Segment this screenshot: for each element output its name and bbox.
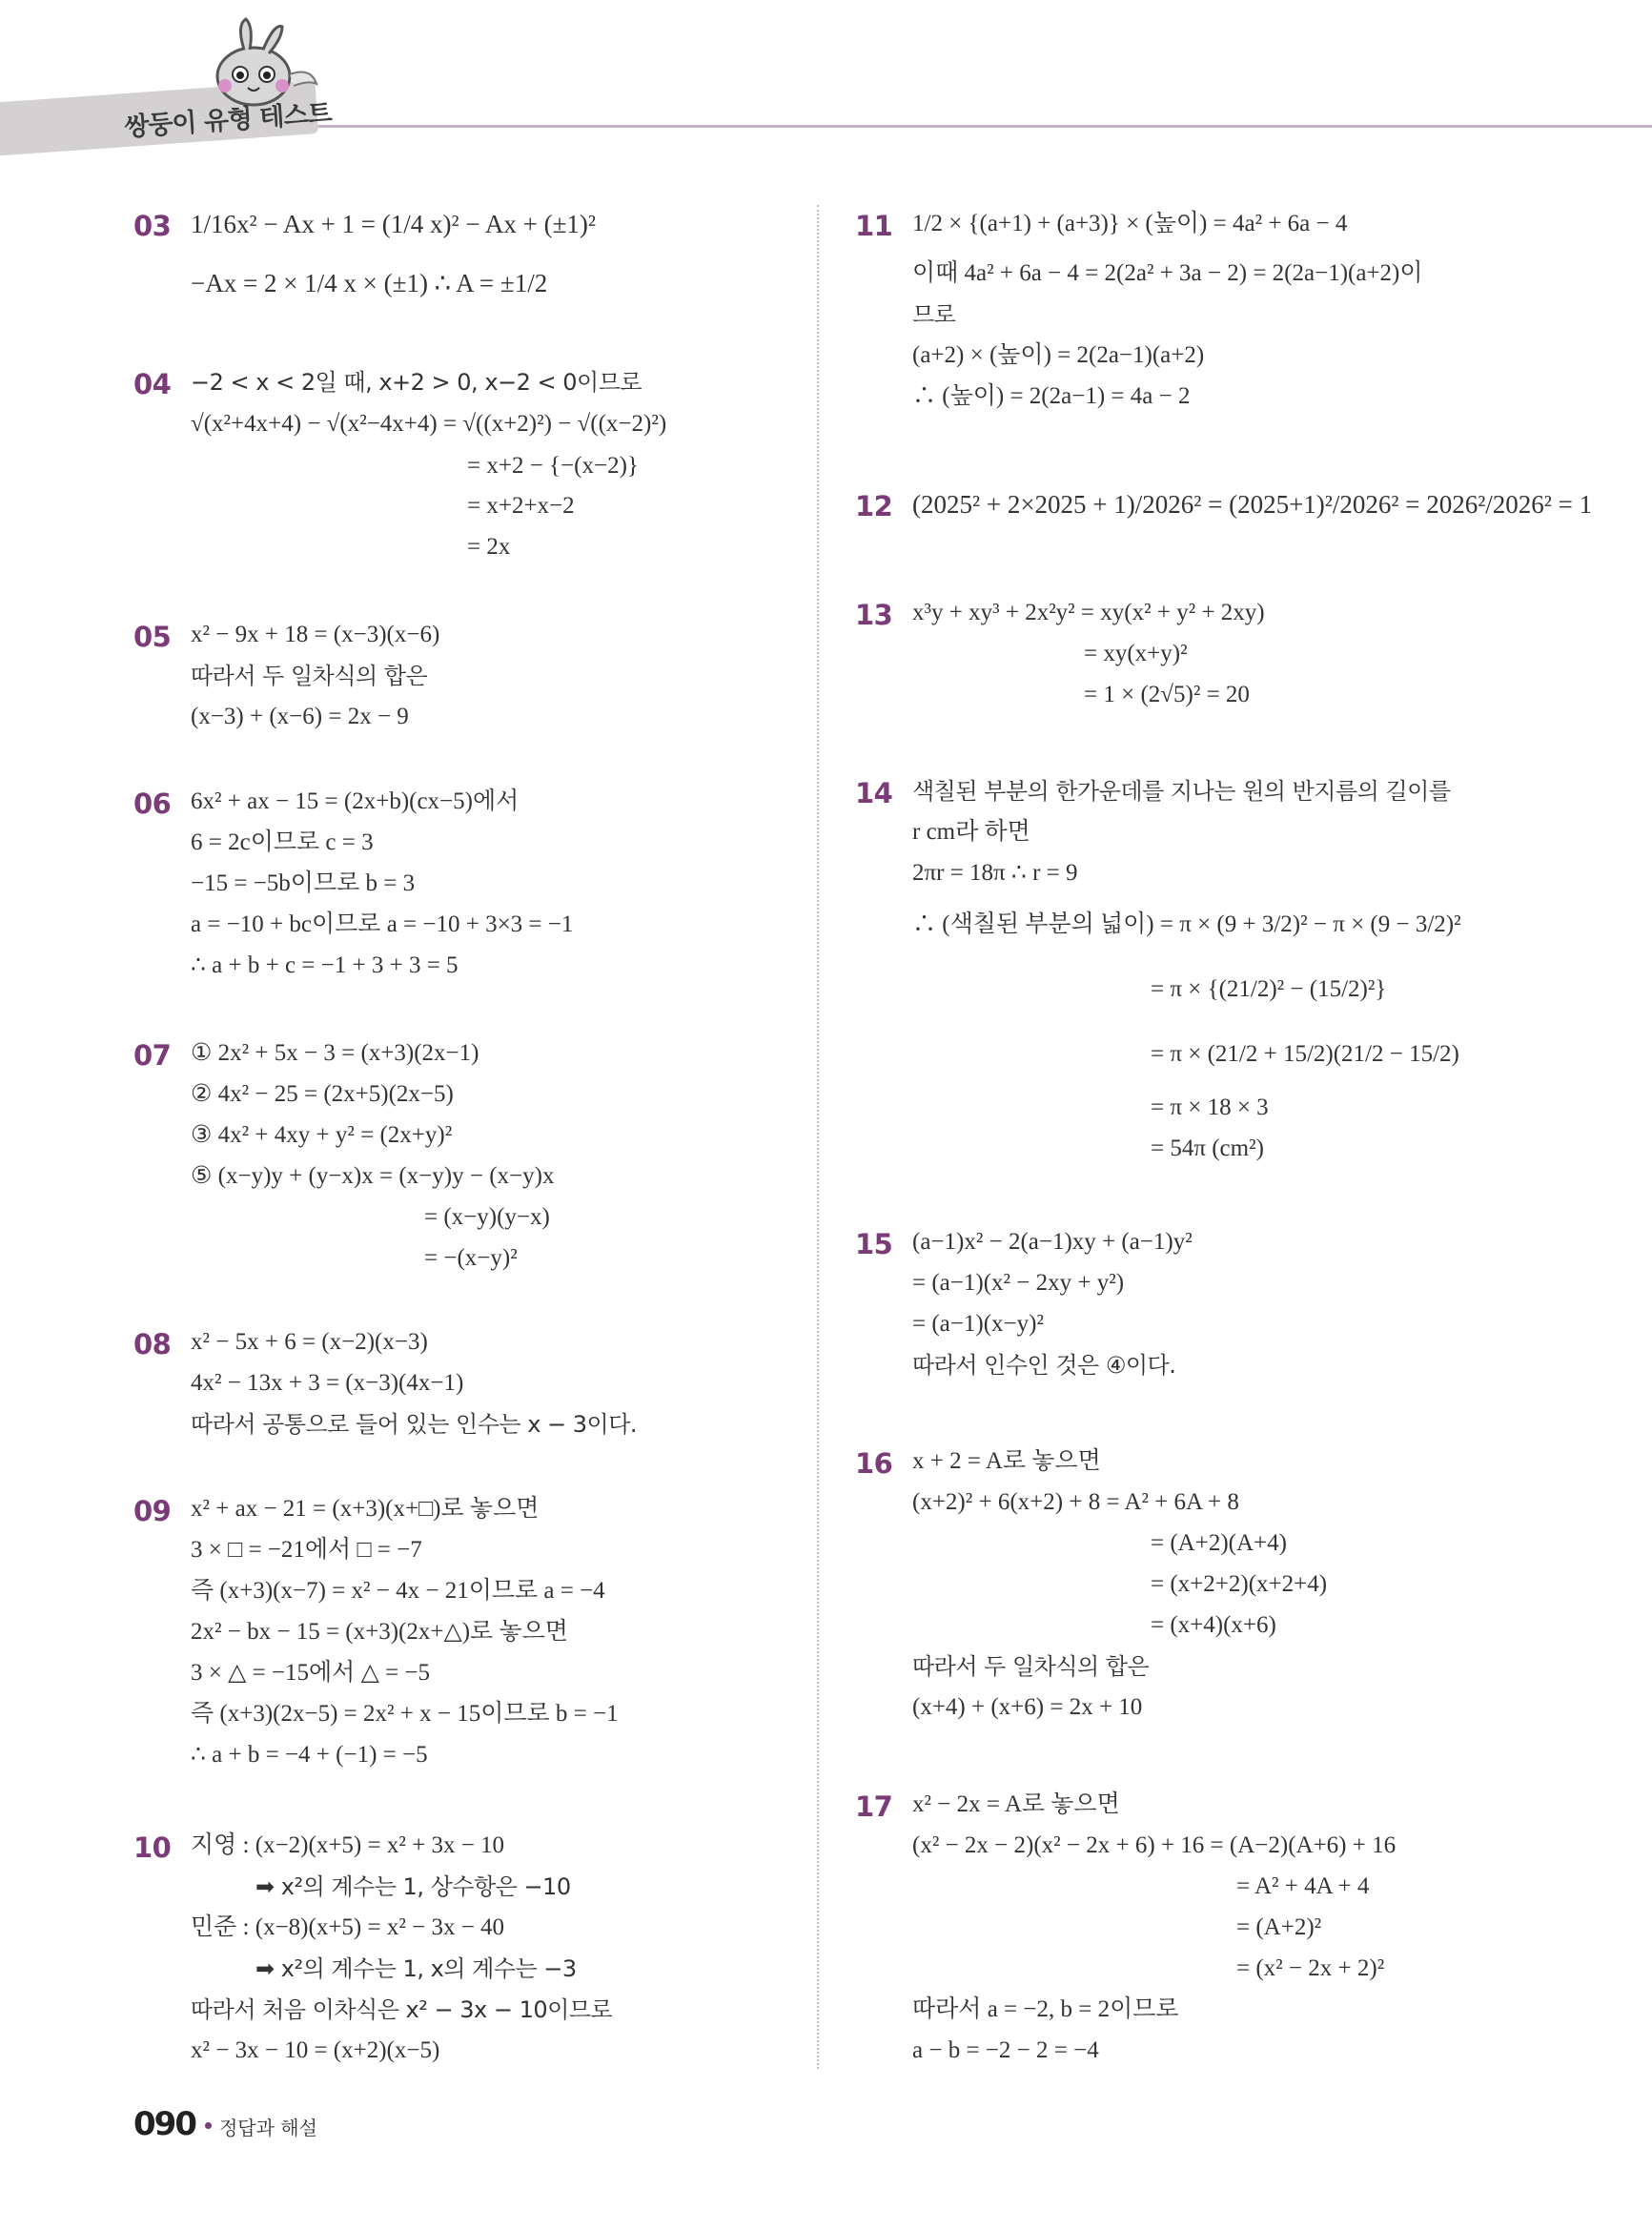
solution-line: = A² + 4A + 4 — [1236, 1873, 1370, 1899]
solution-line: 6 = 2c이므로 c = 3 — [191, 829, 374, 855]
problem-number: 10 — [133, 1831, 172, 1864]
solution-line: = (x+2+2)(x+2+4) — [1151, 1571, 1328, 1597]
solution-line: 1/2 × {(a+1) + (a+3)} × (높이) = 4a² + 6a − 4 — [912, 211, 1348, 236]
problem-number: 15 — [855, 1228, 893, 1260]
problem-number: 08 — [133, 1328, 172, 1361]
problem-number: 06 — [133, 788, 172, 820]
problem-number: 13 — [855, 599, 893, 631]
solution-line: (x−3) + (x−6) = 2x − 9 — [191, 704, 409, 729]
page-footer — [133, 2105, 317, 2143]
page-header — [0, 0, 1652, 162]
problem-number: 03 — [133, 210, 172, 242]
problem-number: 05 — [133, 621, 172, 653]
solution-line: ∴ a + b = −4 + (−1) = −5 — [191, 1742, 428, 1768]
solution-line: = −(x−y)² — [424, 1245, 518, 1271]
solution-line: = (x−y)(y−x) — [424, 1204, 550, 1230]
solution-line: x² − 3x − 10 = (x+2)(x−5) — [191, 2037, 440, 2063]
solution-line: ⑤ (x−y)y + (y−x)x = (x−y)y − (x−y)x — [191, 1163, 555, 1189]
solution-line: = (A+2)(A+4) — [1151, 1530, 1287, 1556]
solution-line: = π × (21/2 + 15/2)(21/2 − 15/2) — [1151, 1041, 1459, 1067]
solution-line: = (a−1)(x² − 2xy + y²) — [912, 1270, 1125, 1296]
solution-line: (x² − 2x − 2)(x² − 2x + 6) + 16 = (A−2)(A+6) + 16 — [912, 1832, 1397, 1858]
column-divider — [817, 205, 819, 2069]
solution-line: ③ 4x² + 4xy + y² = (2x+y)² — [191, 1122, 453, 1148]
problem-number: 11 — [855, 210, 893, 242]
solution-line: 1/16x² − Ax + 1 = (1/4 x)² − Ax + (±1)² — [191, 210, 596, 238]
solution-line: 색칠된 부분의 한가운데를 지나는 원의 반지름의 길이를 — [912, 778, 1451, 805]
solution-line: = 1 × (2√5)² = 20 — [1084, 682, 1250, 707]
solution-line: = xy(x+y)² — [1084, 641, 1188, 666]
problem-number: 14 — [855, 777, 893, 809]
solution-line: 2πr = 18π ∴ r = 9 — [912, 860, 1078, 886]
solution-line: a = −10 + bc이므로 a = −10 + 3×3 = −1 — [191, 911, 574, 937]
solution-line: = x+2+x−2 — [467, 493, 575, 519]
solution-line: 3 × △ = −15에서 △ = −5 — [191, 1660, 430, 1686]
solution-line: 따라서 두 일차식의 합은 — [912, 1653, 1150, 1680]
solution-line: 3 × □ = −21에서 □ = −7 — [191, 1537, 422, 1563]
solution-line: 따라서 처음 이차식은 x² − 3x − 10이므로 — [191, 1996, 613, 2023]
solution-line: ② 4x² − 25 = (2x+5)(2x−5) — [191, 1081, 454, 1107]
solution-line: x³y + xy³ + 2x²y² = xy(x² + y² + 2xy) — [912, 600, 1265, 625]
solution-line: 즉 (x+3)(2x−5) = 2x² + x − 15이므로 b = −1 — [191, 1701, 619, 1727]
solution-line: = π × 18 × 3 — [1151, 1095, 1269, 1120]
header-title: 쌍둥이 유형 테스트 — [123, 98, 333, 143]
solution-line: = (a−1)(x−y)² — [912, 1311, 1044, 1337]
solution-line: ➡ x²의 계수는 1, 상수항은 −10 — [255, 1873, 571, 1900]
solution-line: = x+2 − {−(x−2)} — [467, 453, 639, 479]
header-rule — [286, 125, 1652, 128]
solution-line: −Ax = 2 × 1/4 x × (±1) ∴ A = ±1/2 — [191, 269, 548, 297]
solution-line: ① 2x² + 5x − 3 = (x+3)(2x−1) — [191, 1040, 479, 1066]
solution-line: 민준 : (x−8)(x+5) = x² − 3x − 40 — [191, 1914, 505, 1940]
footer-label: 정답과 해설 — [218, 2117, 317, 2139]
solution-line: = (x² − 2x + 2)² — [1236, 1955, 1385, 1981]
solution-line: 따라서 인수인 것은 ④이다. — [912, 1352, 1176, 1379]
solution-line: ∴ a + b + c = −1 + 3 + 3 = 5 — [191, 952, 459, 978]
solution-line: 즉 (x+3)(x−7) = x² − 4x − 21이므로 a = −4 — [191, 1578, 605, 1604]
solution-line: 6x² + ax − 15 = (2x+b)(cx−5)에서 — [191, 788, 520, 814]
problem-number: 16 — [855, 1447, 893, 1480]
bullet-icon — [205, 2122, 212, 2129]
problem-number: 07 — [133, 1039, 172, 1072]
page-number: 090 — [133, 2105, 195, 2143]
solution-line: −15 = −5b이므로 b = 3 — [191, 870, 416, 896]
solution-line: 지영 : (x−2)(x+5) = x² + 3x − 10 — [191, 1832, 505, 1858]
solution-line: 따라서 공통으로 들어 있는 인수는 x − 3이다. — [191, 1411, 638, 1438]
solution-line: 므로 — [912, 301, 956, 328]
solution-line: ➡ x²의 계수는 1, x의 계수는 −3 — [255, 1955, 577, 1982]
problem-number: 09 — [133, 1495, 172, 1527]
solution-line: ∴ (색칠된 부분의 넓이) = π × (9 + 3/2)² − π × (9 − 3/2)² — [912, 911, 1461, 937]
solution-line: x² + ax − 21 = (x+3)(x+□)로 놓으면 — [191, 1496, 540, 1522]
solution-line: x² − 2x = A로 놓으면 — [912, 1791, 1120, 1817]
solution-line: ∴ (높이) = 2(2a−1) = 4a − 2 — [912, 383, 1191, 409]
solution-line: (x+4) + (x+6) = 2x + 10 — [912, 1694, 1143, 1720]
problem-number: 04 — [133, 368, 172, 400]
solution-line: (a−1)x² − 2(a−1)xy + (a−1)y² — [912, 1229, 1193, 1255]
solution-line: x + 2 = A로 놓으면 — [912, 1448, 1101, 1474]
solution-line: 따라서 두 일차식의 합은 — [191, 663, 428, 689]
solution-line: r cm라 하면 — [912, 819, 1030, 845]
solution-line: = 2x — [467, 534, 511, 560]
problem-number: 17 — [855, 1790, 893, 1823]
solution-line: −2 < x < 2일 때, x+2 > 0, x−2 < 0이므로 — [191, 369, 642, 396]
solution-line: (2025² + 2×2025 + 1)/2026² = (2025+1)²/2026² = 2026²/2026² = 1 — [912, 490, 1593, 519]
solution-line: = (A+2)² — [1236, 1914, 1322, 1940]
solution-line: = π × {(21/2)² − (15/2)²} — [1151, 976, 1387, 1002]
solution-line: 따라서 a = −2, b = 2이므로 — [912, 1996, 1179, 2022]
solution-line: x² − 5x + 6 = (x−2)(x−3) — [191, 1329, 428, 1355]
solution-line: √(x²+4x+4) − √(x²−4x+4) = √((x+2)²) − √((x−2)²) — [191, 411, 667, 437]
solution-line: (x+2)² + 6(x+2) + 8 = A² + 6A + 8 — [912, 1489, 1239, 1515]
solution-line: a − b = −2 − 2 = −4 — [912, 2037, 1099, 2063]
solution-line: = (x+4)(x+6) — [1151, 1612, 1276, 1638]
solution-line: 이때 4a² + 6a − 4 = 2(2a² + 3a − 2) = 2(2a−1)(a+2)이 — [912, 260, 1423, 286]
solution-line: (a+2) × (높이) = 2(2a−1)(a+2) — [912, 342, 1205, 368]
solution-line: 4x² − 13x + 3 = (x−3)(4x−1) — [191, 1370, 464, 1396]
problem-number: 12 — [855, 490, 893, 522]
solution-line: 2x² − bx − 15 = (x+3)(2x+△)로 놓으면 — [191, 1619, 568, 1645]
solution-line: = 54π (cm²) — [1151, 1135, 1264, 1161]
solution-line: x² − 9x + 18 = (x−3)(x−6) — [191, 622, 440, 647]
